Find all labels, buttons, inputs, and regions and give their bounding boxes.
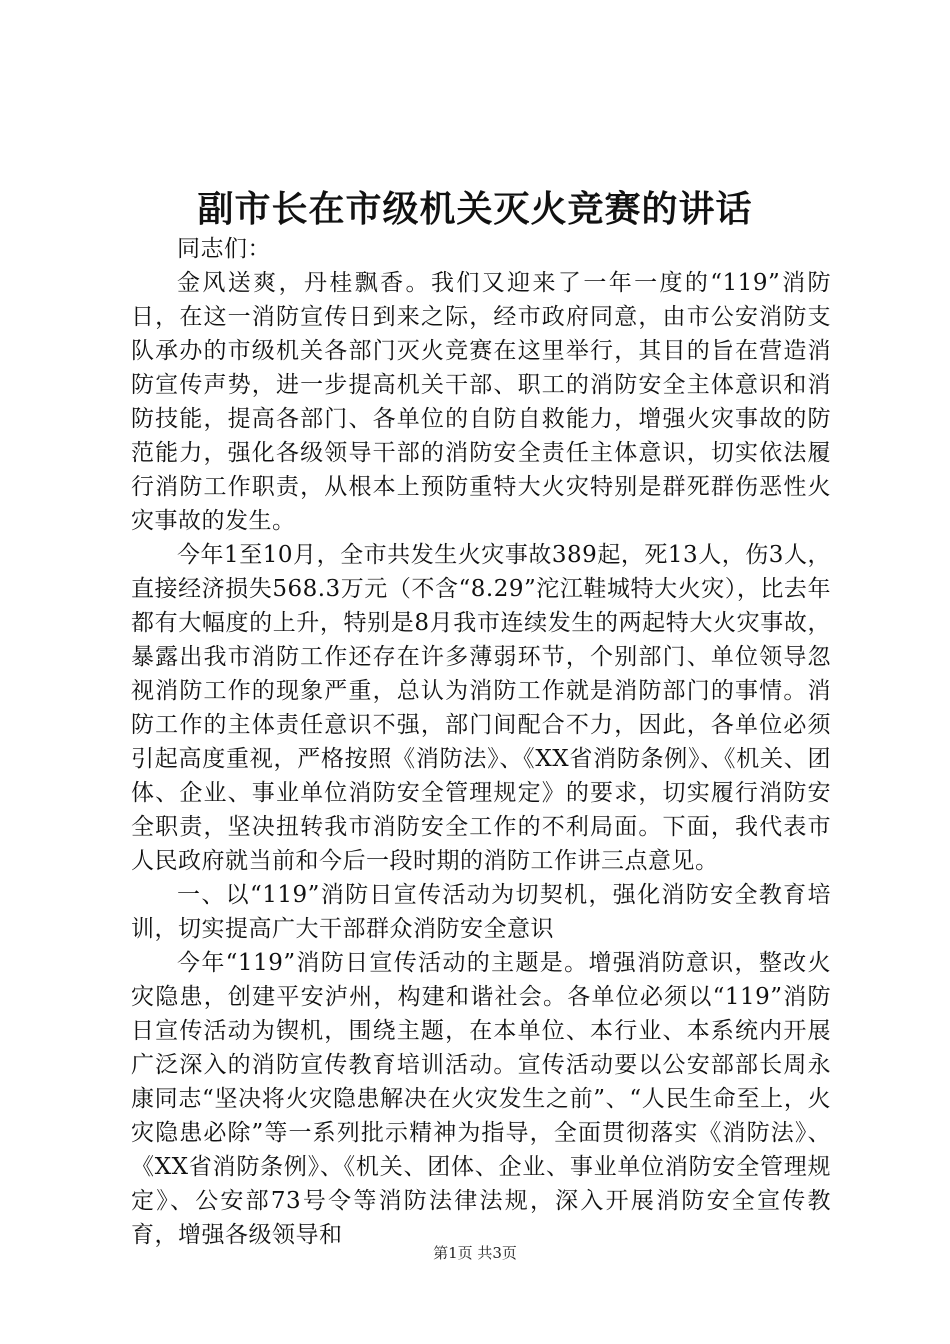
paragraph: 今年“119”消防日宣传活动的主题是。增强消防意识，整改火灾隐患，创建平安泸州，构建和谐社会。各单位必须以“119”消防日宣传活动为锲机，围绕主题，在本单位、本行业、本系统内开展广泛深入的消防宣传教育培训活动。宣传活动要以公安部部长周永康同志“坚决将火灾隐患解决在火灾发生之前”、“人民生命至上，火灾隐患必除”等一系列批示精神为指导，全面贯彻落实《消防法》、《XX省消防条例》、《机关、团体、企业、事业单位消防安全管理规定》、公安部73号令等消防法律法规，深入开展消防安全宣传教育，增强各级领导和 [131,950,831,1248]
salutation: 同志们： [177,236,271,262]
section-heading: 一、以“119”消防日宣传活动为切契机，强化消防安全教育培训，切实提高广大干部群众消防安全意识 [131,882,831,942]
document-body [131,232,831,1252]
paragraph: 金风送爽，丹桂飘香。我们又迎来了一年一度的“119”消防日，在这一消防宣传日到来之际，经市政府同意，由市公安消防支队承办的市级机关各部门灭火竞赛在这里举行，其目的旨在营造消防宣传声势，进一步提高机关干部、职工的消防安全主体意识和消防技能，提高各部门、各单位的自防自救能力，增强火灾事故的防范能力，强化各级领导干部的消防安全责任主体意识，切实依法履行消防工作职责，从根本上预防重特大火灾特别是群死群伤恶性火灾事故的发生。 [131,270,831,534]
document-title: 副市长在市级机关灭火竞赛的讲话 [197,188,753,230]
paragraph: 今年1至10月，全市共发生火灾事故389起，死13人，伤3人，直接经济损失568.3万元（不含“8.29”沱江鞋城特大火灾），比去年都有大幅度的上升，特别是8月我市连续发生的两起特大火灾事故，暴露出我市消防工作还存在许多薄弱环节，个别部门、单位领导忽视消防工作的现象严重，总认为消防工作就是消防部门的事情。消防工作的主体责任意识不强，部门间配合不力，因此，各单位必须引起高度重视，严格按照《消防法》、《XX省消防条例》、《机关、团体、企业、事业单位消防安全管理规定》的要求，切实履行消防安全职责，坚决扭转我市消防安全工作的不利局面。下面，我代表市人民政府就当前和今后一段时期的消防工作讲三点意见。 [131,542,831,874]
page-number-footer: 第1页 共3页 [433,1244,517,1262]
